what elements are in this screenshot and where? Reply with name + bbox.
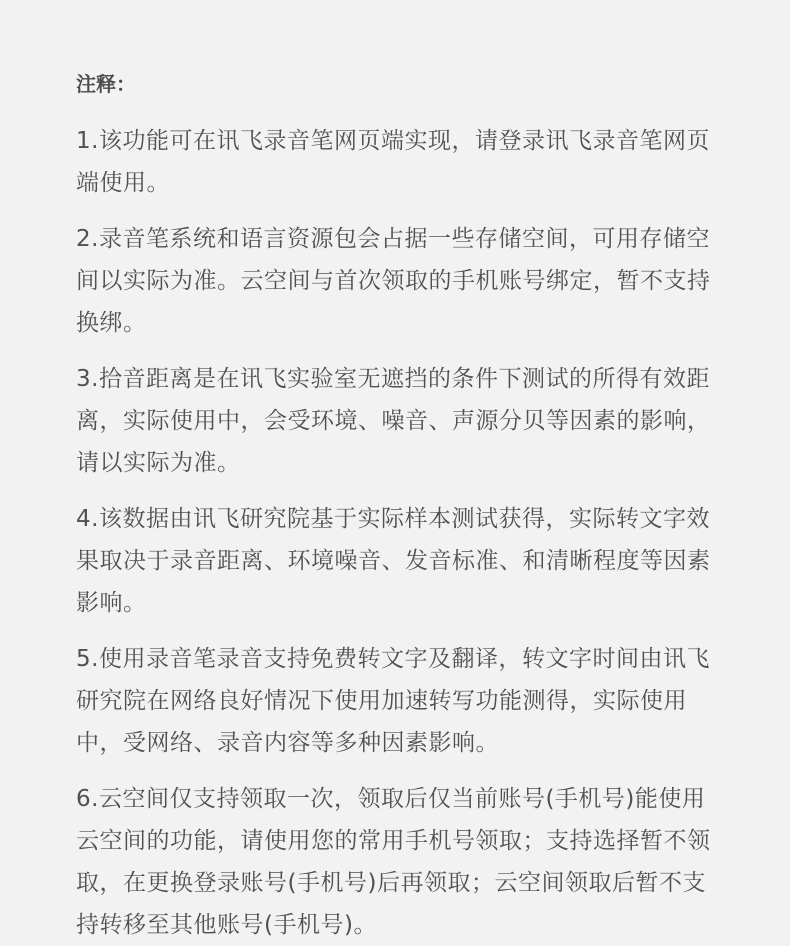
note-item-5: 5.使用录音笔录音支持免费转文字及翻译，转文字时间由讯飞研究院在网络良好情况下使用加速转写功能测得，实际使用中，受网络、录音内容等多种因素影响。 — [76, 646, 710, 756]
note-item-6: 6.云空间仅支持领取一次，领取后仅当前账号(手机号)能使用云空间的功能，请使用您的常用手机号领取；支持选择暂不领取，在更换登录账号(手机号)后再领取；云空间领取后暂不支持转移至其他账号(手机号)。 — [76, 786, 711, 938]
note-item-3: 3.拾音距离是在讯飞实验室无遮挡的条件下测试的所得有效距离，实际使用中，会受环境、噪音、声源分贝等因素的影响，请以实际为准。 — [76, 366, 711, 476]
note-item-4: 4.该数据由讯飞研究院基于实际样本测试获得，实际转文字效果取决于录音距离、环境噪音、发音标准、和清晰程度等因素影响。 — [76, 506, 711, 616]
note-item-2: 2.录音笔系统和语言资源包会占据一些存储空间，可用存储空间以实际为准。云空间与首次领取的手机账号绑定，暂不支持换绑。 — [76, 226, 711, 336]
note-item-1: 1.该功能可在讯飞录音笔网页端实现，请登录讯飞录音笔网页端使用。 — [76, 128, 710, 196]
notes-title: 注释： — [76, 72, 136, 96]
